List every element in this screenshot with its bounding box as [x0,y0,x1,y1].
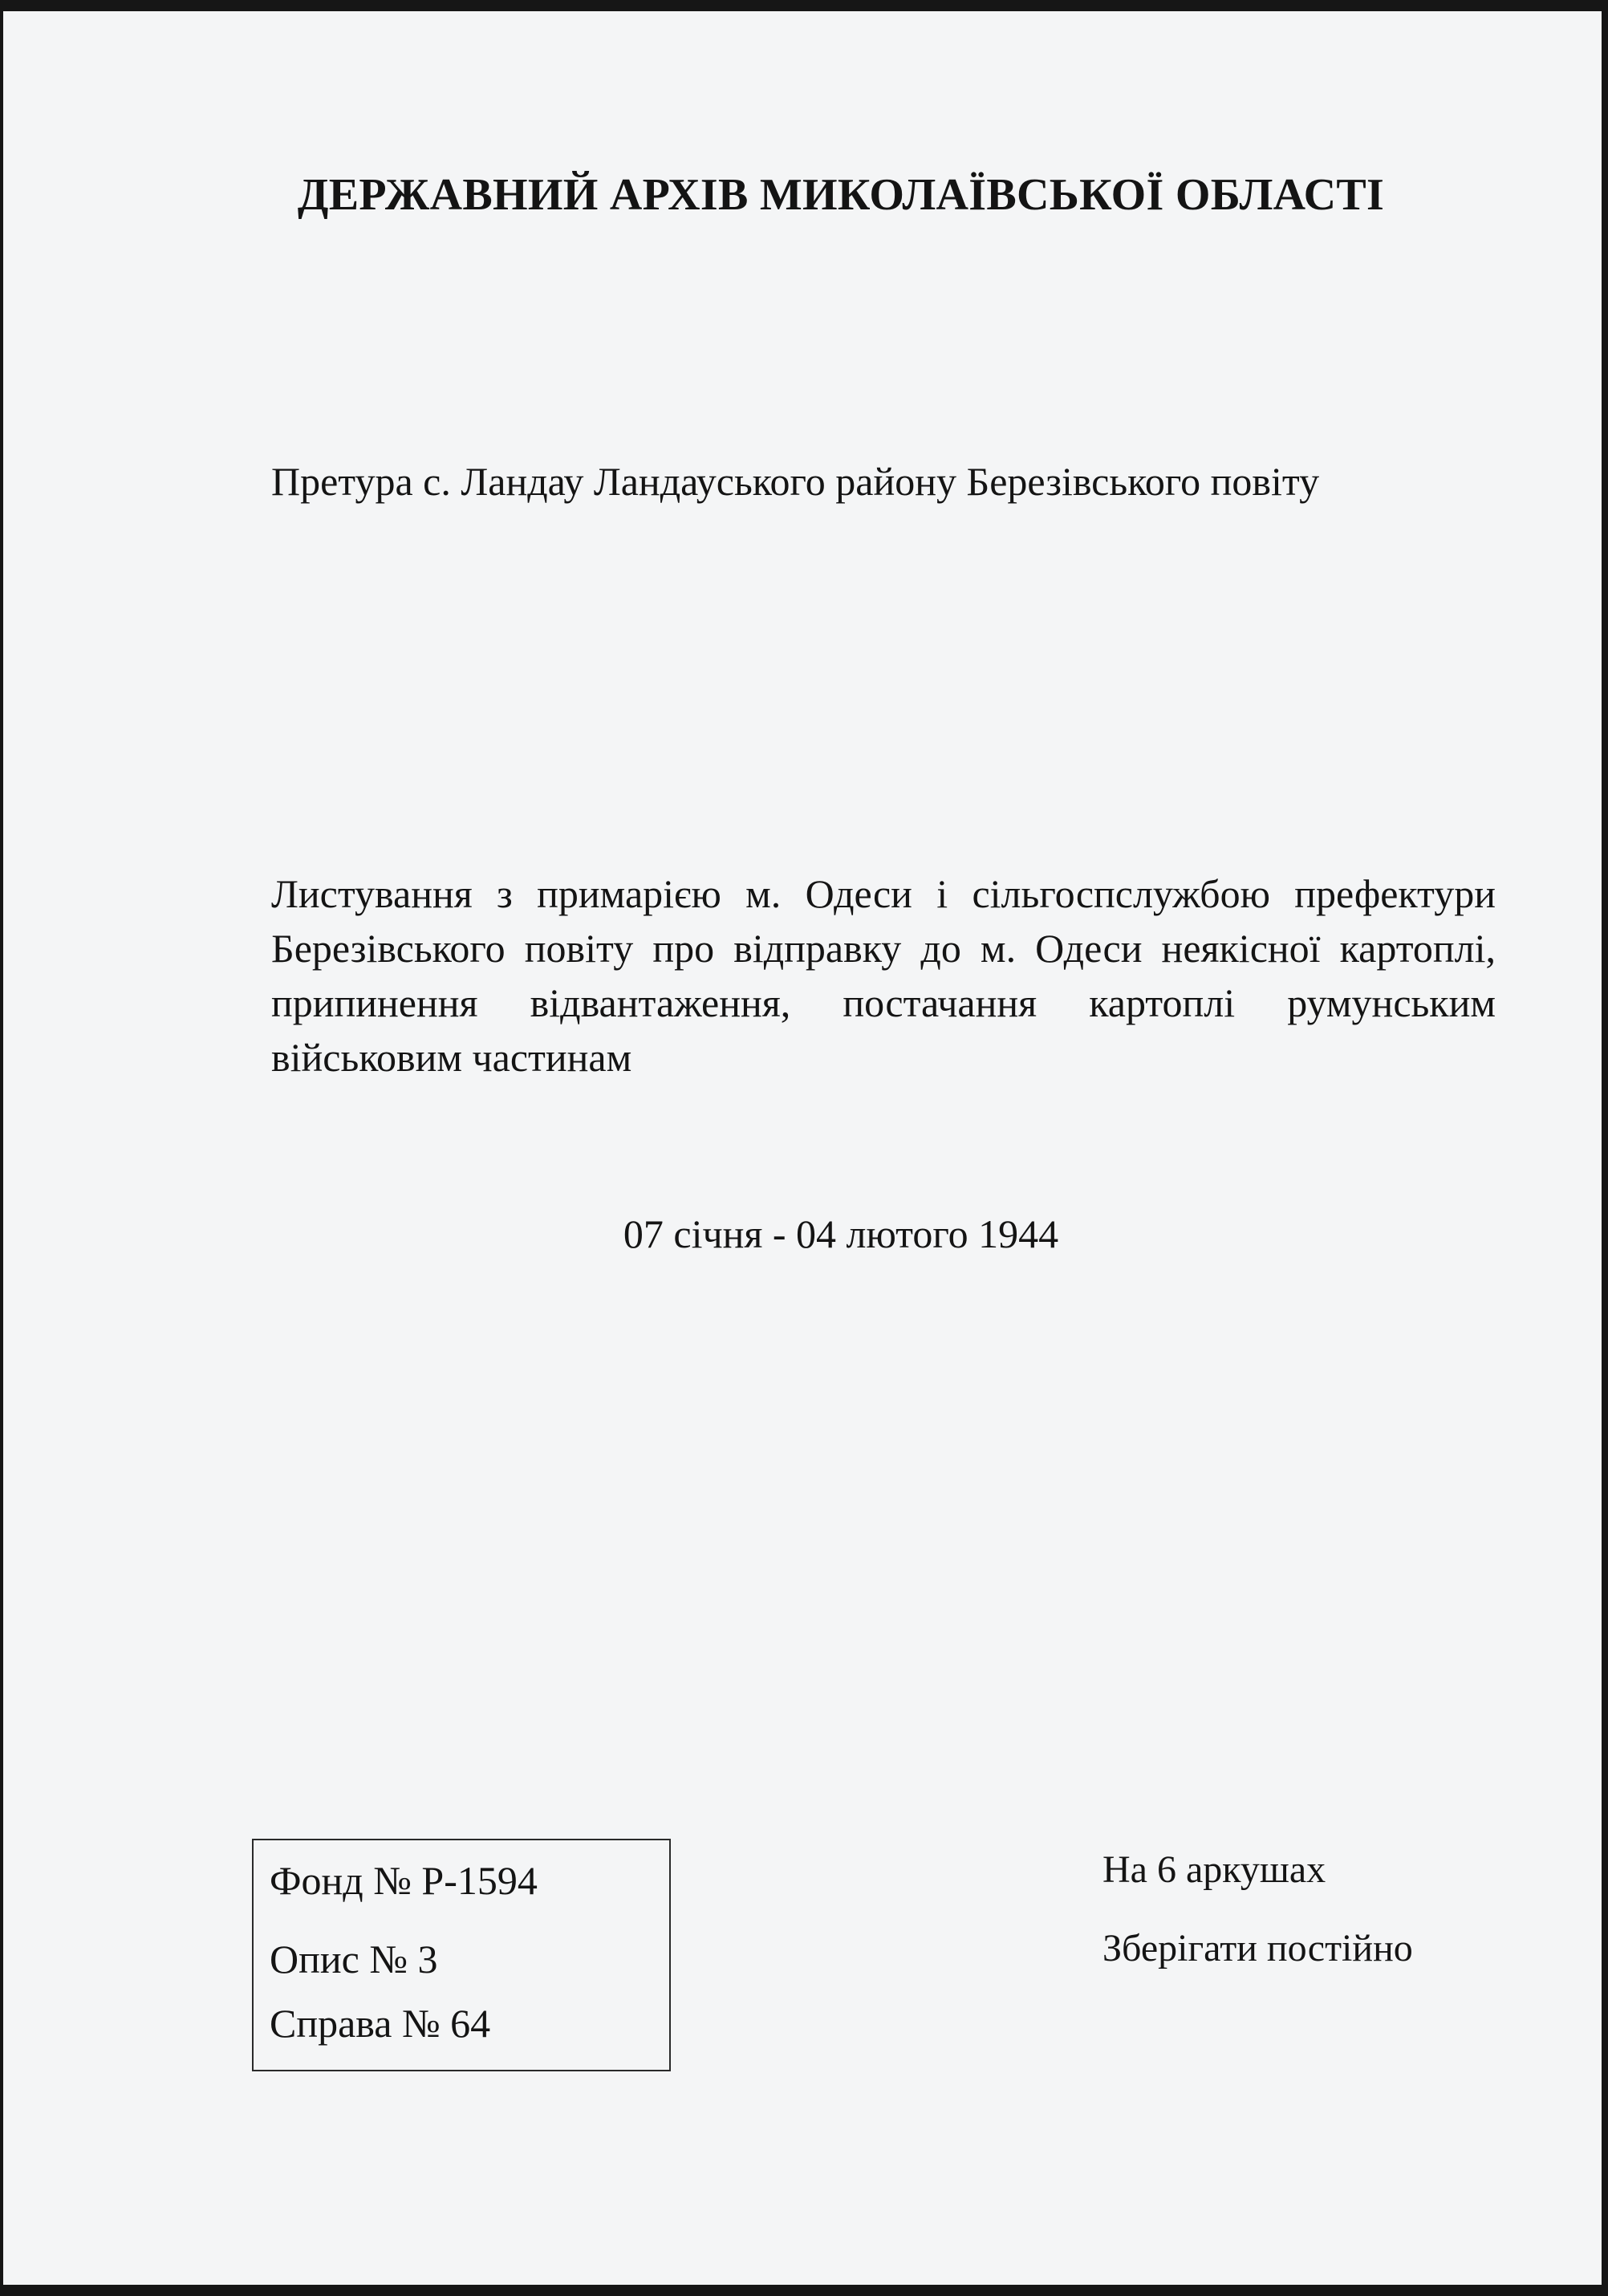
scan-edge-bottom [0,2285,1608,2296]
opys-number: Опис № 3 [270,1937,438,1982]
date-range: 07 січня - 04 лютого 1944 [623,1211,1059,1256]
scan-edge-top [0,0,1608,11]
institution-name: Претура с. Ландау Ландауського району Березівського повіту [271,459,1320,504]
sheet-count: На 6 аркушах [1102,1848,1326,1891]
scan-edge-right [1602,0,1608,2296]
sprava-number: Справа № 64 [270,2001,491,2046]
retention-note: Зберігати постійно [1102,1927,1413,1969]
fond-number: Фонд № Р-1594 [270,1858,538,1903]
archive-title: ДЕРЖАВНИЙ АРХІВ МИКОЛАЇВСЬКОЇ ОБЛАСТІ [297,170,1385,220]
scan-edge-left [0,0,3,2296]
case-title: Листування з примарією м. Одеси і сільгоспслужбою префектури Березівського повіту про відправку до м. Одеси неякісної картоплі, припинення відвантаження, постачання картоплі румунським військовим частинам [271,871,1496,1080]
archive-reference-box [252,1839,671,2071]
